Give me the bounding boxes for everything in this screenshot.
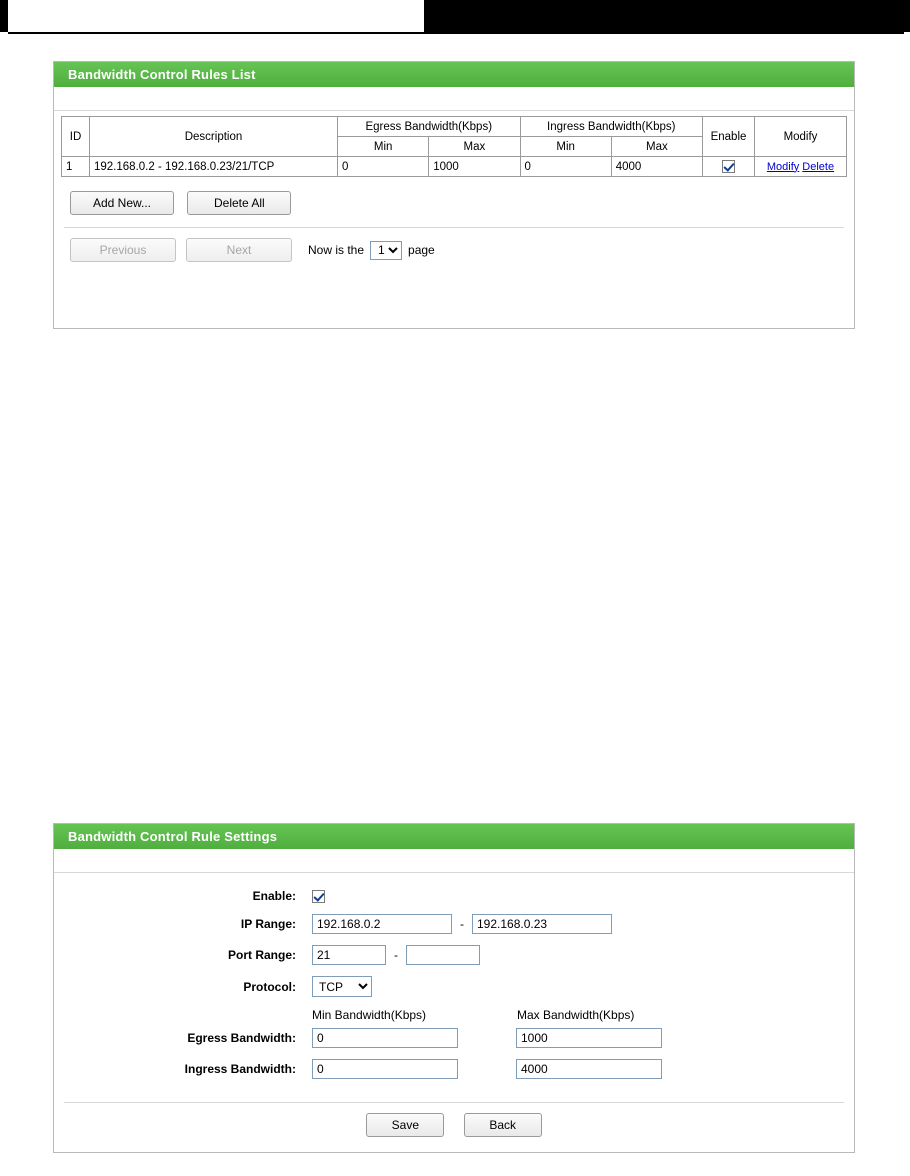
cell-id: 1 xyxy=(62,157,90,177)
pager-suffix-label: page xyxy=(408,243,435,257)
bandwidth-column-headers xyxy=(54,1008,854,1022)
protocol-select[interactable] xyxy=(312,976,372,997)
add-new-button[interactable]: Add New... xyxy=(70,191,174,215)
table-row xyxy=(62,157,847,177)
enable-label: Enable: xyxy=(252,889,296,903)
egress-bandwidth-label: Egress Bandwidth: xyxy=(187,1031,296,1045)
rules-table-body xyxy=(62,157,847,177)
rules-pager xyxy=(54,228,854,272)
ip-range-label: IP Range: xyxy=(240,917,296,931)
header-egress-min: Min xyxy=(338,137,429,157)
protocol-row xyxy=(54,976,854,997)
protocol-label: Protocol: xyxy=(243,979,296,994)
header-egress-bandwidth: Egress Bandwidth(Kbps) xyxy=(338,117,521,137)
bandwidth-control-rule-settings-panel xyxy=(53,823,855,1153)
bandwidth-control-rules-list-panel xyxy=(53,61,855,329)
ingress-min-input[interactable] xyxy=(312,1059,458,1079)
page-number-select[interactable] xyxy=(370,241,402,260)
port-range-dash: - xyxy=(394,948,398,962)
ip-range-start-input[interactable] xyxy=(312,914,452,934)
enable-row xyxy=(54,889,854,903)
min-bandwidth-header: Min Bandwidth(Kbps) xyxy=(312,1008,427,1022)
ip-range-dash: - xyxy=(460,917,464,931)
rule-settings-header xyxy=(54,824,854,850)
header-enable: Enable xyxy=(703,117,755,157)
header-id: ID xyxy=(62,117,90,157)
banner-left-block xyxy=(0,0,8,32)
delete-link[interactable]: Delete xyxy=(802,160,835,173)
egress-bandwidth-row xyxy=(54,1028,854,1048)
rules-list-title: Bandwidth Control Rules List xyxy=(68,67,256,82)
header-ingress-max: Max xyxy=(611,137,702,157)
header-ingress-min: Min xyxy=(520,137,611,157)
rules-list-spacer xyxy=(54,88,854,111)
rules-table-header-row-1 xyxy=(62,117,847,137)
ingress-max-input[interactable] xyxy=(516,1059,662,1079)
rules-action-buttons xyxy=(54,177,854,227)
port-range-start-input[interactable] xyxy=(312,945,386,965)
rules-table-head xyxy=(62,117,847,157)
port-range-label: Port Range: xyxy=(227,948,296,962)
header-egress-max: Max xyxy=(429,137,520,157)
cell-egress-min: 0 xyxy=(338,157,429,177)
banner-right-block xyxy=(424,0,910,32)
pager-prefix-label: Now is the xyxy=(308,243,365,257)
bandwidth-header-spacer xyxy=(54,1008,312,1022)
ingress-bandwidth-row xyxy=(54,1059,854,1079)
header-ingress-bandwidth: Ingress Bandwidth(Kbps) xyxy=(520,117,703,137)
cell-egress-max: 1000 xyxy=(429,157,520,177)
enable-checkbox[interactable] xyxy=(312,890,325,903)
rule-enable-checkbox[interactable] xyxy=(722,160,735,173)
ingress-bandwidth-label: Ingress Bandwidth: xyxy=(184,1062,296,1076)
ip-range-end-input[interactable] xyxy=(472,914,612,934)
port-range-row xyxy=(54,945,854,965)
page-top-banner xyxy=(0,0,910,32)
port-range-end-input[interactable] xyxy=(406,945,480,965)
rules-list-body xyxy=(54,88,854,272)
previous-page-button[interactable]: Previous xyxy=(70,238,176,262)
header-description: Description xyxy=(90,117,338,157)
next-page-button[interactable]: Next xyxy=(186,238,292,262)
modify-link[interactable]: Modify xyxy=(766,160,800,173)
rules-table xyxy=(61,116,847,177)
cell-enable[interactable] xyxy=(703,157,755,177)
cell-ingress-max: 4000 xyxy=(611,157,702,177)
max-bandwidth-header: Max Bandwidth(Kbps) xyxy=(517,1008,635,1022)
header-divider-rule xyxy=(8,32,904,34)
cell-description: 192.168.0.2 - 192.168.0.23/21/TCP xyxy=(90,157,338,177)
delete-all-button[interactable]: Delete All xyxy=(187,191,291,215)
rule-settings-spacer xyxy=(54,850,854,873)
cell-ingress-min: 0 xyxy=(520,157,611,177)
rules-list-header xyxy=(54,62,854,88)
cell-modify xyxy=(755,157,847,177)
ip-range-row xyxy=(54,914,854,934)
rule-settings-body xyxy=(54,850,854,1147)
rule-settings-form xyxy=(54,873,854,1096)
rule-settings-footer xyxy=(64,1102,844,1147)
back-button[interactable]: Back xyxy=(464,1113,542,1137)
rule-settings-title: Bandwidth Control Rule Settings xyxy=(68,829,278,844)
header-modify: Modify xyxy=(755,117,847,157)
egress-max-input[interactable] xyxy=(516,1028,662,1048)
save-button[interactable]: Save xyxy=(366,1113,444,1137)
egress-min-input[interactable] xyxy=(312,1028,458,1048)
